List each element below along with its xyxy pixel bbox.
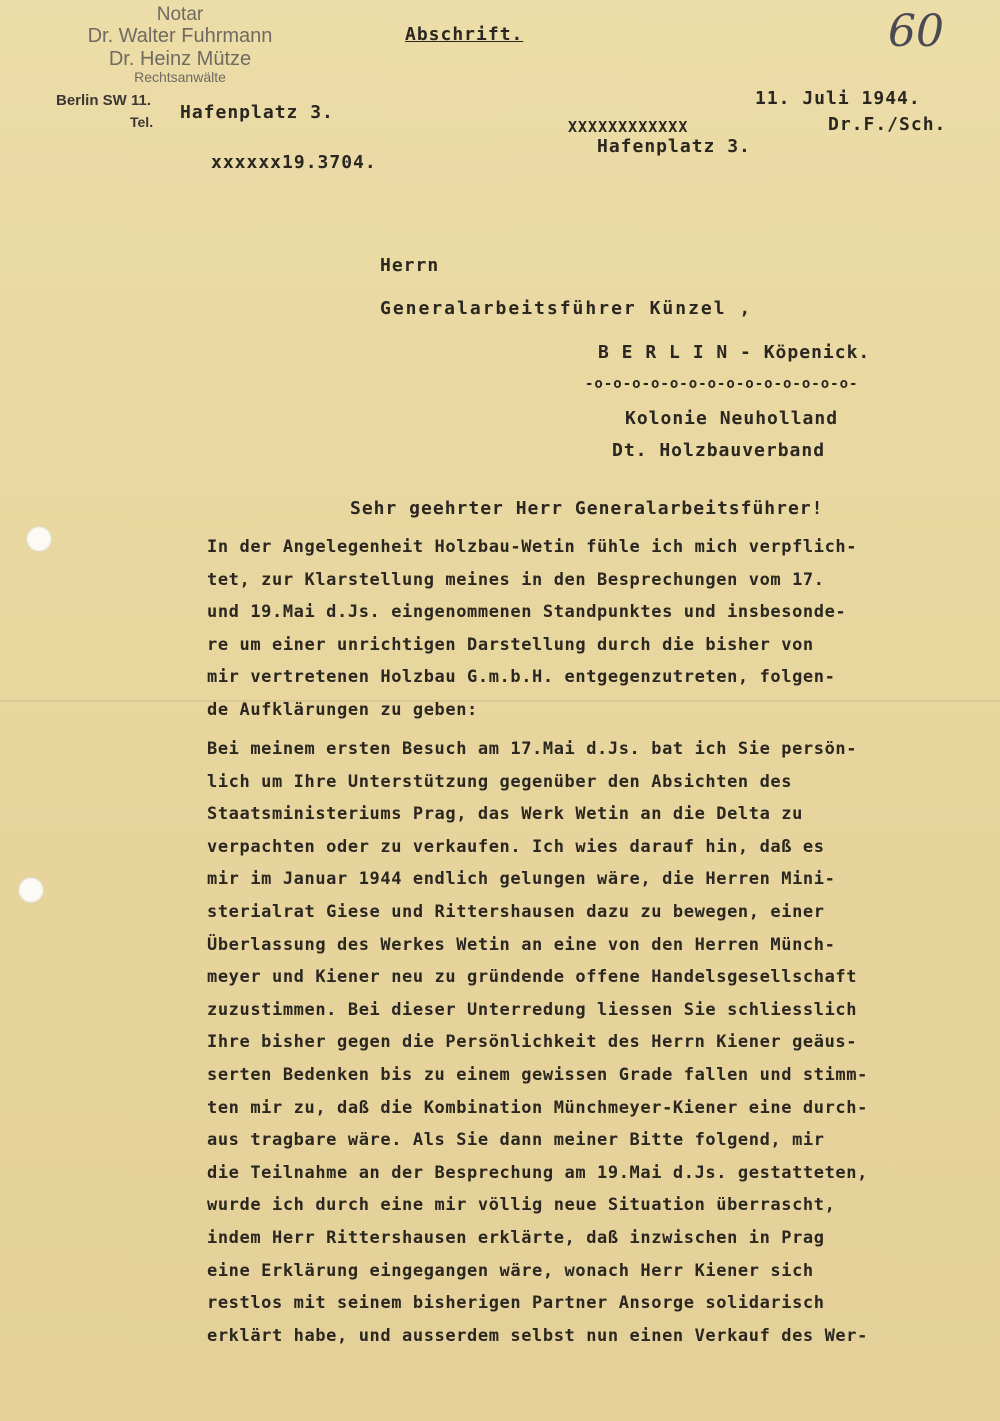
stamp-tel: Tel. (130, 114, 154, 130)
profession: Rechtsanwälte (134, 69, 226, 86)
lawyer-name-1: Dr. Walter Fuhrmann (87, 25, 273, 48)
text-line: indem Herr Rittershausen erklärte, daß inzwischen in Prag (207, 1227, 825, 1248)
punch-hole-bottom (18, 877, 44, 903)
paragraph-1 (207, 531, 997, 727)
recipient-organisation: Dt. Holzbauverband (612, 440, 826, 461)
letter-date: 11. Juli 1944. (755, 88, 921, 109)
copy-label: Abschrift. (405, 24, 524, 45)
text-line: In der Angelegenheit Holzbau-Wetin fühle ich mich verpflich- (207, 537, 858, 557)
text-line: meyer und Kiener neu zu gründende offene Handelsgesellschaft (207, 967, 858, 988)
recipient-locality: Kolonie Neuholland (625, 408, 839, 429)
address-divider: -o-o-o-o-o-o-o-o-o-o-o-o-o-o- (585, 376, 859, 392)
lawyer-name-2: Dr. Heinz Mütze (108, 47, 252, 70)
text-line: restlos mit seinem bisherigen Partner Ansorge solidarisch (207, 1293, 825, 1314)
sender-address: Hafenplatz 3. (180, 102, 334, 123)
recipient-city: B E R L I N - Köpenick. (598, 342, 871, 363)
text-line: die Teilnahme an der Besprechung am 19.Mai d.Js. gestatteten, (207, 1162, 868, 1183)
text-line: ten mir zu, daß die Kombination Münchmeyer-Kiener eine durch- (207, 1097, 868, 1118)
text-line: Staatsministeriums Prag, das Werk Wetin an die Delta zu (207, 804, 803, 825)
punch-hole-top (26, 526, 52, 552)
text-line: zuzustimmen. Bei dieser Unterredung liessen Sie schliesslich (207, 999, 858, 1020)
text-line: de Aufklärungen zu geben: (207, 699, 478, 720)
text-line: re um einer unrichtigen Darstellung durch die bisher von (207, 634, 814, 655)
text-line: wurde ich durch eine mir völlig neue Situation überrascht, (207, 1195, 836, 1216)
text-line: erklärt habe, und ausserdem selbst nun einen Verkauf des Wer- (207, 1325, 868, 1346)
recipient-salutation: Herrn (380, 255, 440, 276)
notary-title: Notar (156, 4, 204, 25)
struck-address: XXXXXXXXXXXX (568, 118, 689, 136)
text-line: Ihre bisher gegen die Persönlichkeit des Herrn Kiener geäus- (207, 1032, 858, 1053)
stamp-city: Berlin SW 11. (56, 92, 152, 109)
text-line: mir im Januar 1944 endlich gelungen wäre, die Herren Mini- (207, 869, 836, 890)
file-number: xxxxxx19.3704. (211, 152, 377, 173)
recipient-name: Generalarbeitsführer Künzel , (380, 298, 753, 319)
text-line: Bei meinem ersten Besuch am 17.Mai d.Js. bat ich Sie persön- (207, 739, 858, 759)
page-number: 60 (888, 6, 944, 57)
text-line: verpachten oder zu verkaufen. Ich wies darauf hin, daß es (207, 836, 825, 857)
text-line: serten Bedenken bis zu einem gewissen Grade fallen und stimm- (207, 1064, 868, 1085)
text-line: sterialrat Giese und Rittershausen dazu zu bewegen, einer (207, 901, 825, 922)
letter-salutation: Sehr geehrter Herr Generalarbeitsführer! (350, 498, 824, 519)
text-line: tet, zur Klarstellung meines in den Besprechungen vom 17. (207, 569, 825, 590)
text-line: Überlassung des Werkes Wetin an eine von den Herren Münch- (207, 934, 836, 955)
text-line: und 19.Mai d.Js. eingenommenen Standpunktes und insbesonde- (207, 602, 847, 623)
sender-address-2: Hafenplatz 3. (597, 136, 751, 157)
letterhead-stamp (50, 4, 310, 86)
text-line: mir vertretenen Holzbau G.m.b.H. entgegenzutreten, folgen- (207, 667, 836, 688)
reference-code: Dr.F./Sch. (828, 114, 947, 135)
text-line: lich um Ihre Unterstützung gegenüber den Absichten des (207, 771, 793, 792)
text-line: eine Erklärung eingegangen wäre, wonach Herr Kiener sich (207, 1260, 814, 1281)
paragraph-2 (207, 733, 997, 1352)
text-line: aus tragbare wäre. Als Sie dann meiner Bitte folgend, mir (207, 1130, 825, 1151)
